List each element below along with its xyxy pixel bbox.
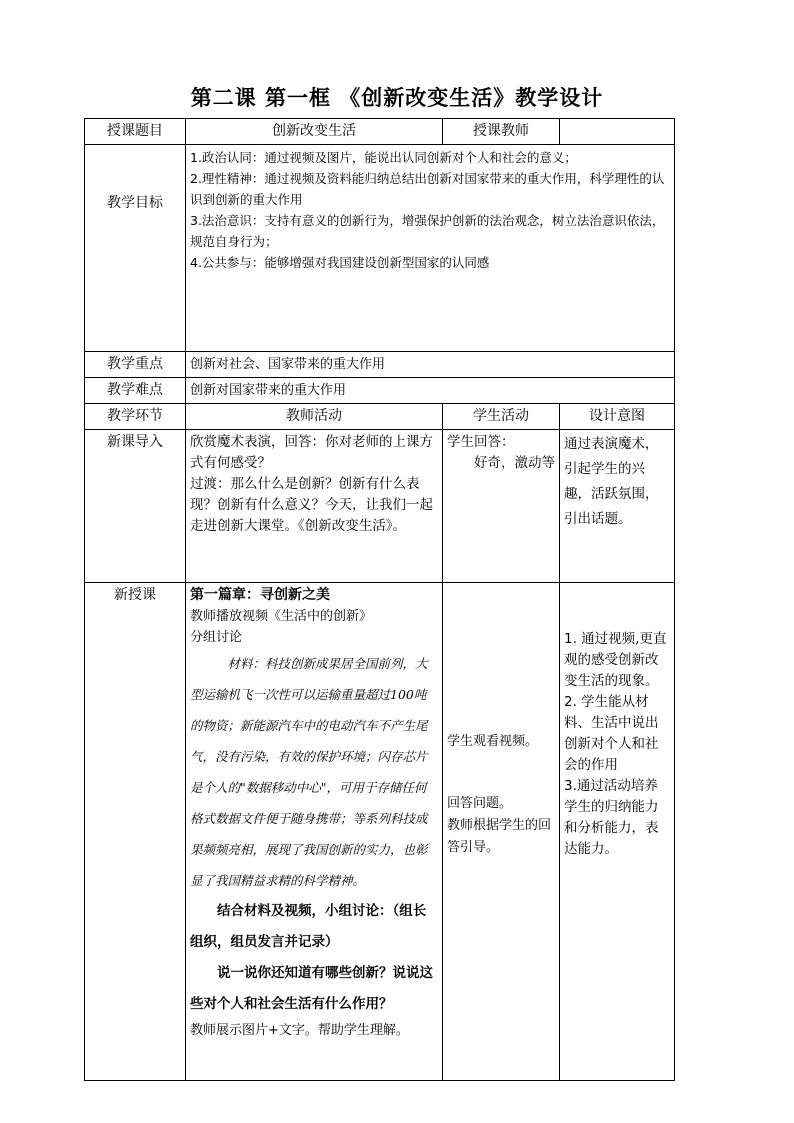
topic-value: 创新改变生活: [186, 119, 443, 145]
intro-row: [85, 430, 675, 583]
stage-name: 新授课: [85, 583, 186, 1081]
teacher-label: 授课教师: [443, 119, 560, 145]
column-header: 教师活动: [186, 404, 443, 430]
header-row: [85, 119, 675, 145]
new-lesson-row: [85, 583, 675, 1081]
video-text: 教师播放视频《生活中的创新》: [190, 609, 373, 624]
column-header: 设计意图: [560, 404, 675, 430]
student-text: 回答问题。: [447, 796, 513, 811]
topic-label: 授课题目: [85, 119, 186, 145]
discussion-prompt: 结合材料及视频，小组讨论：（组长组织，组员发言并记录）: [190, 903, 427, 950]
intro-teacher-text: 过渡：那么什么是创新？创新有什么表现？创新有什么意义？今天，让我们一起走进创新大课堂。《创新改变生活》。: [190, 476, 433, 534]
column-header-row: [85, 404, 675, 430]
teacher-value: [560, 119, 675, 145]
difficulty-label: 教学难点: [85, 378, 186, 404]
goals-row: [85, 145, 675, 352]
column-header: 学生活动: [443, 404, 560, 430]
intro-student-activity: [443, 430, 560, 583]
student-text: 学生观看视频。: [447, 734, 539, 749]
goals-label: 教学目标: [85, 145, 186, 352]
stage-name: 新课导入: [85, 430, 186, 583]
intro-purpose: 通过表演魔术，引起学生的兴趣，活跃氛围，引出话题。: [560, 430, 675, 583]
intro-teacher-activity: [186, 430, 443, 583]
new-lesson-teacher-activity: [186, 583, 443, 1081]
purpose-item: 3.通过活动培养学生的归纳能力和分析能力，表达能力。: [564, 778, 659, 857]
goal-item: 2.理性精神：通过视频及资料能归纳总结出创新对国家带来的重大作用，科学理性的认识到创新的重大作用: [190, 171, 665, 207]
purpose-item: 2. 学生能从材料、生活中说出创新对个人和社会的作用: [564, 694, 659, 773]
new-lesson-student-activity: [443, 583, 560, 1081]
intro-student-text: 好奇，激动等: [474, 455, 555, 471]
key-point-row: [85, 352, 675, 378]
purpose-item: 1. 通过视频,更直观的感受创新改变生活的现象。: [564, 631, 667, 689]
new-lesson-purpose: [560, 583, 675, 1081]
goal-item: 1.政治认同：通过视频及图片，能说出认同创新对个人和社会的意义；: [190, 150, 577, 165]
key-point-value: 创新对社会、国家带来的重大作用: [186, 352, 675, 378]
column-header: 教学环节: [85, 404, 186, 430]
student-text: 教师根据学生的回答引导。: [447, 818, 552, 855]
intro-student-text: 学生回答：: [447, 434, 515, 450]
goal-item: 3.法治意识：支持有意义的创新行为，增强保护创新的法治观念，树立法治意识依法，规范自身行为；: [190, 213, 665, 249]
goals-content: [186, 145, 675, 352]
discussion-question: 说一说你还知道有哪些创新？说说这些对个人和社会生活有什么作用？: [190, 965, 433, 1012]
document-title: 第二课 第一框 《创新改变生活》教学设计: [190, 85, 604, 110]
difficulty-value: 创新对国家带来的重大作用: [186, 378, 675, 404]
chapter-heading: 第一篇章：寻创新之美: [190, 587, 330, 603]
intro-teacher-text: 欣赏魔术表演，回答：你对老师的上课方式有何感受？: [190, 434, 433, 471]
goal-item: 4.公共参与：能够增强对我国建设创新型国家的认同感: [190, 255, 490, 270]
lesson-plan-table: [84, 118, 675, 1081]
difficulty-row: [85, 378, 675, 404]
material-text: 材料：科技创新成果居全国前列，大型运输机飞一次性可以运输重量超过100吨的物资；新能源汽车中的电动汽车不产生尾气，没有污染，有效的保护环境；闪存芯片是个人的"数据移动中心"，可用于存储任何格式数据文件便于随身携带；等系列科技成果频频亮相，展现了我国创新的实力，也彰显了我国精益求精的科学精神。: [190, 656, 428, 888]
show-text: 教师展示图片+文字。帮助学生理解。: [190, 1023, 409, 1038]
key-point-label: 教学重点: [85, 352, 186, 378]
group-text: 分组讨论: [190, 630, 243, 645]
